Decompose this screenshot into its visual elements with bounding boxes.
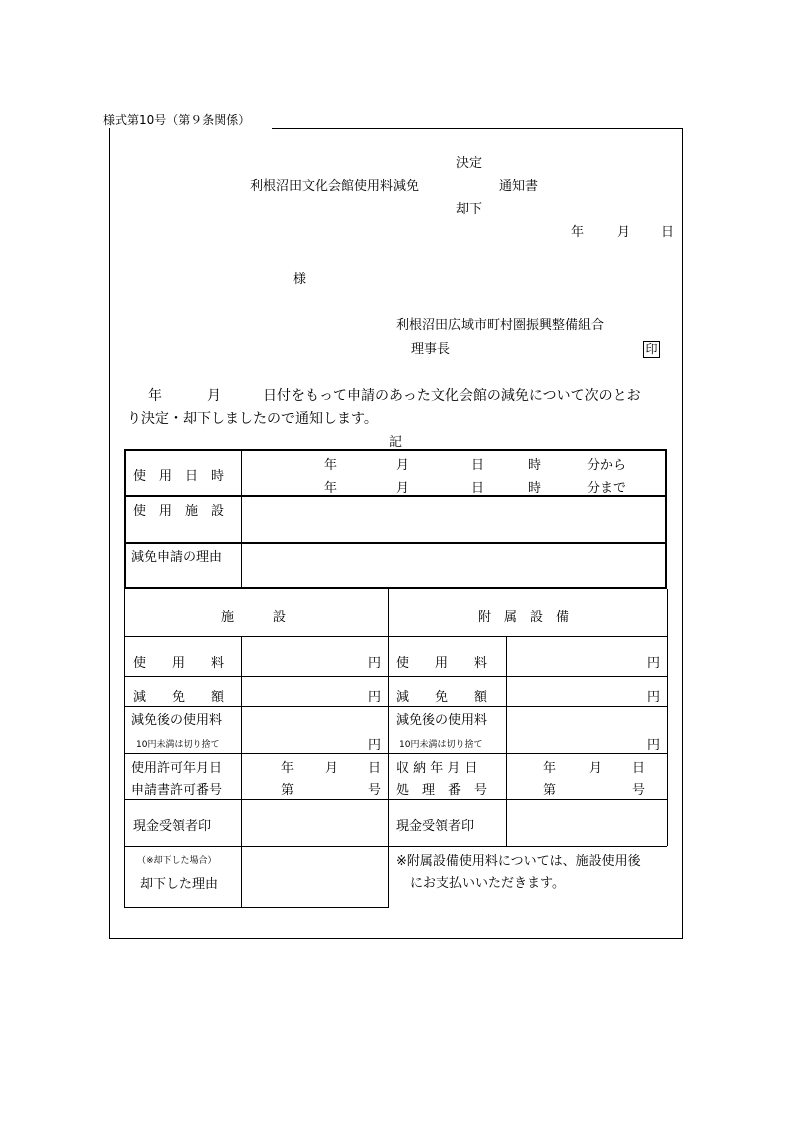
permit-date-label: 使用許可年月日 (131, 761, 223, 776)
body-year: 年 (148, 388, 162, 404)
date-month: 月 (617, 225, 631, 240)
usage-date-label: 使 用 日 時 (133, 469, 225, 484)
form-frame (109, 128, 683, 939)
reduction-reason-label: 減免申請の理由 (131, 550, 223, 565)
facility-fee-label: 使 用 料 (133, 656, 225, 671)
equipment-cash-receiver-label: 現金受領者印 (396, 819, 475, 834)
permit-dai: 第 (281, 783, 295, 798)
fee-table-row-header (124, 636, 667, 637)
equipment-reduction-label: 減 免 額 (396, 690, 488, 705)
permit-year: 年 (281, 761, 295, 776)
fee-table-right (667, 589, 668, 846)
permit-month: 月 (325, 761, 339, 776)
fee-table-row-reduction (124, 706, 667, 707)
permit-day: 日 (368, 761, 382, 776)
body-line1: 日付をもって申請のあった文化会館の減免について次のとお (263, 388, 641, 404)
from-hour: 時 (528, 458, 542, 473)
usage-table-bottom (124, 587, 667, 589)
to-day: 日 (471, 481, 485, 496)
facility-after-note: 10円未満は切り捨て (136, 740, 220, 750)
process-dai: 第 (543, 783, 557, 798)
process-go: 号 (632, 783, 646, 798)
usage-table-row2 (124, 542, 667, 544)
from-minute: 分から (587, 458, 627, 473)
reject-note: （※却下した場合） (137, 856, 217, 866)
facility-after-yen: 円 (368, 738, 382, 753)
facility-fee-yen: 円 (368, 656, 382, 671)
title-rejected: 却下 (456, 202, 483, 217)
equipment-note-line2: にお支払いいただきます。 (410, 876, 565, 891)
equipment-fee-yen: 円 (647, 656, 661, 671)
from-year: 年 (324, 458, 338, 473)
facility-after-label: 減免後の使用料 (131, 713, 223, 728)
from-month: 月 (396, 458, 410, 473)
title-notice: 通知書 (499, 179, 539, 194)
to-hour: 時 (528, 481, 542, 496)
usage-table-left (124, 449, 126, 589)
permit-go: 号 (368, 783, 382, 798)
addressee-suffix: 様 (293, 272, 307, 287)
equipment-after-note: 10円未満は切り捨て (399, 740, 483, 750)
fee-table-row-permit (124, 799, 667, 800)
equipment-fee-label: 使 用 料 (396, 656, 488, 671)
fee-table-row-fee (124, 676, 667, 677)
form-number: 様式第10号（第９条関係） (103, 113, 251, 127)
to-minute: 分まで (587, 481, 627, 496)
issuer-organization: 利根沼田広域市町村圏振興整備組合 (396, 318, 605, 333)
fee-table-row-after (124, 753, 667, 754)
equipment-after-label: 減免後の使用料 (396, 713, 488, 728)
facility-reduction-yen: 円 (368, 690, 382, 705)
seal-box: 印 (643, 341, 660, 358)
permit-number-label: 申請書許可番号 (131, 783, 223, 798)
facility-cash-receiver-label: 現金受領者印 (133, 819, 212, 834)
title-main: 利根沼田文化会館使用料減免 (250, 179, 420, 194)
receipt-date-label: 収 納 年 月 日 (396, 761, 478, 776)
receipt-year: 年 (543, 761, 557, 776)
date-year: 年 (571, 225, 585, 240)
ki-label: 記 (389, 435, 403, 450)
body-line2: り決定・却下しましたので通知します。 (127, 411, 378, 427)
usage-facility-label: 使 用 施 設 (133, 504, 225, 519)
from-day: 日 (471, 458, 485, 473)
usage-table-top (124, 449, 667, 451)
receipt-day: 日 (632, 761, 646, 776)
issuer-title: 理事長 (411, 342, 451, 357)
equipment-header: 附 属 設 備 (478, 610, 570, 625)
equipment-reduction-yen: 円 (647, 690, 661, 705)
usage-table-divider (241, 449, 242, 589)
facility-reduction-label: 減 免 額 (133, 690, 225, 705)
process-number-label: 処 理 番 号 (396, 783, 488, 798)
facility-header: 施 設 (221, 610, 287, 625)
receipt-month: 月 (589, 761, 603, 776)
to-year: 年 (324, 481, 338, 496)
body-month: 月 (207, 388, 221, 404)
fee-table-bottom (124, 907, 388, 908)
date-day: 日 (661, 225, 675, 240)
usage-table-right (665, 449, 667, 589)
to-month: 月 (396, 481, 410, 496)
fee-table-row-cash (124, 846, 667, 847)
reject-reason-label: 却下した理由 (140, 877, 219, 892)
fee-table-col3 (506, 636, 507, 846)
equipment-note-line1: ※附属設備使用料については、施設使用後 (396, 854, 641, 869)
equipment-after-yen: 円 (647, 738, 661, 753)
title-decided: 決定 (456, 156, 483, 171)
